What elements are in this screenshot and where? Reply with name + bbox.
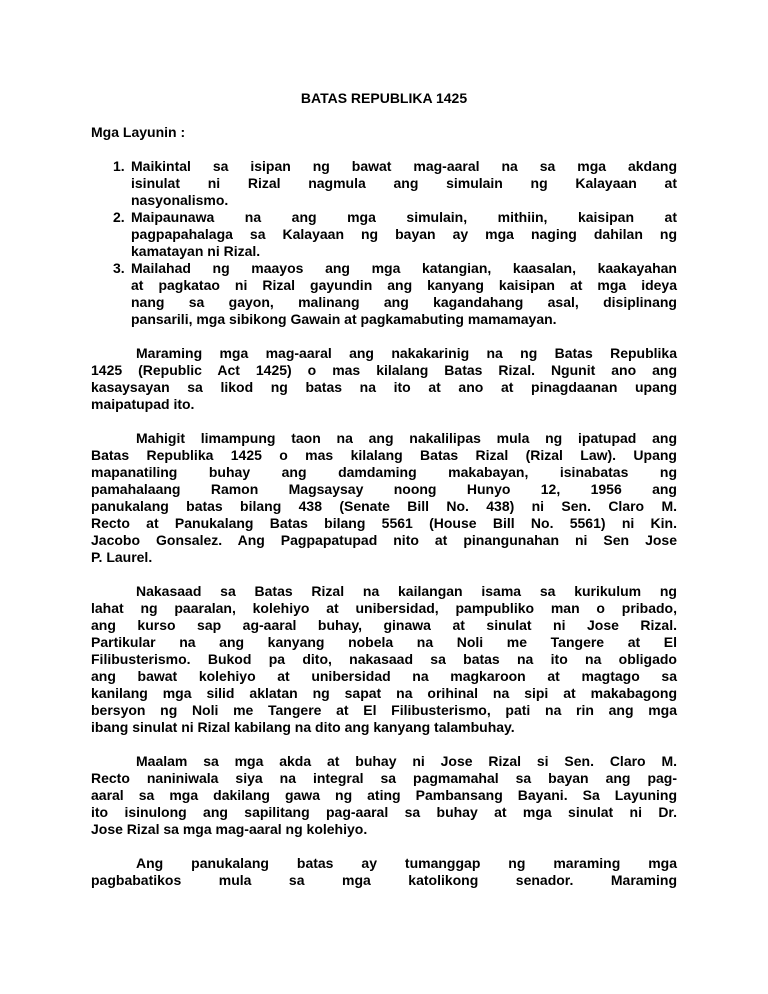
- text-line: ibang sinulat ni Rizal kabilang na dito ang kanyang talambuhay.: [91, 719, 515, 735]
- text-line: kasaysayan sa likod ng batas na ito at ano at pinagdaanan upang: [91, 379, 677, 395]
- text-line: nasyonalismo.: [131, 192, 229, 208]
- text-line: Maalam sa mga akda at buhay ni Jose Rizal si Sen. Claro M.: [136, 753, 677, 769]
- text-line: Partikular na ang kanyang nobela na Noli me Tangere at El: [91, 634, 677, 650]
- text-line: ang bawat kolehiyo at unibersidad na magkaroon at magtago sa: [91, 668, 677, 684]
- text-line: Jacobo Gonsalez. Ang Pagpapatupad nito at pinangunahan ni Sen Jose: [91, 532, 677, 548]
- text-line: mapanatiling buhay ang damdaming makabayan, isinabatas ng: [91, 464, 677, 480]
- paragraph: [91, 855, 677, 889]
- spacer: [91, 838, 677, 855]
- objectives-heading: Mga Layunin :: [91, 124, 186, 140]
- paragraph: [91, 430, 677, 566]
- paragraph: [91, 583, 677, 736]
- objective-number: 3.: [113, 260, 125, 276]
- text-line: pamahalaang Ramon Magsaysay noong Hunyo 12, 1956 ang: [91, 481, 677, 497]
- text-line: Mahigit limampung taon na ang nakalilipas mula ng ipatupad ang: [136, 430, 677, 446]
- text-line: Maraming mga mag-aaral ang nakakarinig na ng Batas Republika: [136, 345, 677, 361]
- spacer: [91, 413, 677, 430]
- text-line: isinulat ni Rizal nagmula ang simulain ng Kalayaan at: [131, 175, 677, 191]
- text-line: maipatupad ito.: [91, 396, 195, 412]
- text-line: Batas Republika 1425 o mas kilalang Batas Rizal (Rizal Law). Upang: [91, 447, 677, 463]
- text-line: 1425 (Republic Act 1425) o mas kilalang Batas Rizal. Ngunit ano ang: [91, 362, 677, 378]
- text-line: pansarili, mga sibikong Gawain at pagkamabuting mamamayan.: [131, 311, 557, 327]
- objective-item: [91, 260, 677, 328]
- text-line: panukalang batas bilang 438 (Senate Bill No. 438) ni Sen. Claro M.: [91, 498, 677, 514]
- text-line: pagpapahalaga sa Kalayaan ng bayan ay mga naging dahilan ng: [131, 226, 677, 242]
- text-line: Mailahad ng maayos ang mga katangian, kaasalan, kaakayahan: [131, 260, 677, 276]
- text-line: aaral sa mga dakilang gawa ng ating Pambansang Bayani. Sa Layuning: [91, 787, 677, 803]
- text-line: kamatayan ni Rizal.: [131, 243, 261, 259]
- spacer: [91, 736, 677, 753]
- text-line: Maikintal sa isipan ng bawat mag-aaral na sa mga akdang: [131, 158, 677, 174]
- text-line: Ang panukalang batas ay tumanggap ng maraming mga: [136, 855, 677, 871]
- text-line: Jose Rizal sa mga mag-aaral ng kolehiyo.: [91, 821, 368, 837]
- text-line: lahat ng paaralan, kolehiyo at unibersidad, pampubliko man o pribado,: [91, 600, 677, 616]
- paragraph: [91, 753, 677, 838]
- paragraph: [91, 345, 677, 413]
- document-page: [91, 90, 677, 889]
- text-line: Nakasaad sa Batas Rizal na kailangan isama sa kurikulum ng: [136, 583, 677, 599]
- spacer: [91, 141, 677, 158]
- text-line: Filibusterismo. Bukod pa dito, nakasaad sa batas na ito na obligado: [91, 651, 677, 667]
- text-line: Recto naniniwala siya na integral sa pagmamahal sa bayan ang pag-: [91, 770, 677, 786]
- text-line: bersyon ng Noli me Tangere at El Filibusterismo, pati na rin ang mga: [91, 702, 677, 718]
- objective-item: [91, 209, 677, 260]
- text-line: ito isinulong ang sapilitang pag-aaral sa buhay at mga sinulat ni Dr.: [91, 804, 677, 820]
- text-line: nang sa gayon, malinang ang kagandahang asal, disiplinang: [131, 294, 677, 310]
- document-title: BATAS REPUBLIKA 1425: [300, 90, 468, 106]
- objectives-list: [91, 158, 677, 328]
- text-line: kanilang mga silid aklatan ng sapat na orihinal na sipi at makabagong: [91, 685, 677, 701]
- text-line: Recto at Panukalang Batas bilang 5561 (House Bill No. 5561) ni Kin.: [91, 515, 677, 531]
- spacer: [91, 328, 677, 345]
- text-line: Maipaunawa na ang mga simulain, mithiin, kaisipan at: [131, 209, 677, 225]
- spacer: [91, 566, 677, 583]
- text-line: at pagkatao ni Rizal gayundin ang kanyang kaisipan at mga ideya: [131, 277, 677, 293]
- text-line: ang kurso sap ag-aaral buhay, ginawa at sinulat ni Jose Rizal.: [91, 617, 677, 633]
- body-text: [91, 328, 677, 889]
- text-line: P. Laurel.: [91, 549, 153, 565]
- objective-number: 1.: [113, 158, 125, 174]
- objective-item: [91, 158, 677, 209]
- spacer: [91, 107, 677, 124]
- text-line: pagbabatikos mula sa mga katolikong senador. Maraming: [91, 872, 677, 888]
- objective-number: 2.: [113, 209, 125, 225]
